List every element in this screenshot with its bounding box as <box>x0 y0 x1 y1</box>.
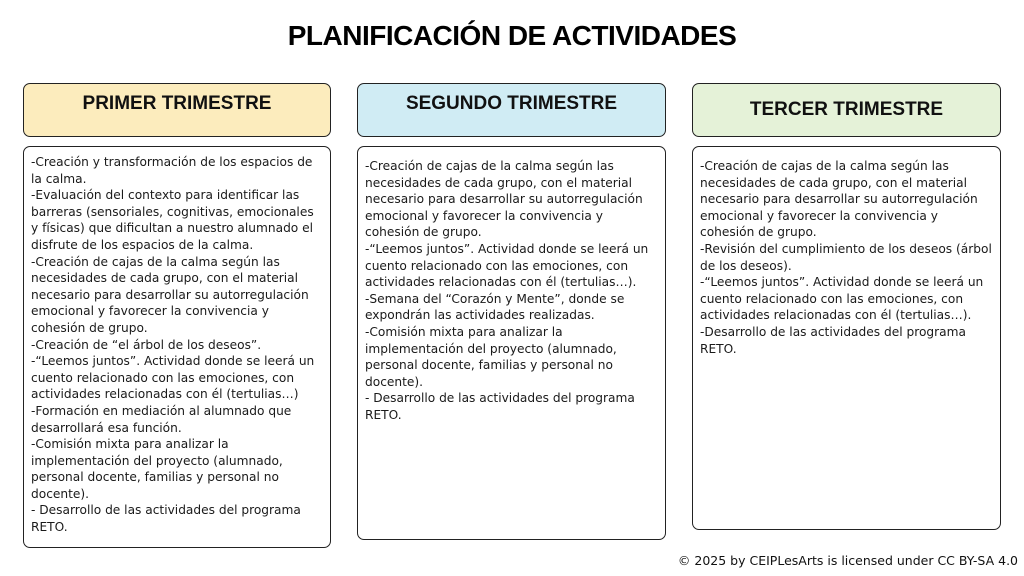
activities-text: -Creación y transformación de los espacios de la calma. -Evaluación del contexto para identificar las barreras (sensoriales, cognitivas, emocionales y físicas) que dificultan a nuestro alumnado el disfrute de los espacios de la calma. -Creación de cajas de la calma según las necesidades de cada grupo, con el material necesario para desarrollar su autorregulación emocional y favorecer la convivencia y cohesión de grupo. -Creación de “el árbol de los deseos”. -“Leemos juntos”. Actividad donde se leerá un cuento relacionado con las emociones, con actividades relacionadas con él (tertulias…) -Formación en mediación al alumnado que desarrollará esa función. -Comisión mixta para analizar la implementación del proyecto (alumnado, personal docente, familias y personal no docente). - Desarrollo de las actividades del programa RETO. <box>31 155 315 535</box>
column-heading-primer-trimestre: PRIMER TRIMESTRE <box>23 83 331 137</box>
activities-text: -Creación de cajas de la calma según las necesidades de cada grupo, con el material necesario para desarrollar su autorregulación emocional y favorecer la convivencia y cohesión de grupo. -Revisión del cumplimiento de los deseos (árbol de los deseos). -“Leemos juntos”. Actividad donde se leerá un cuento relacionado con las emociones, con actividades relacionadas con él (tertulias…). -Desarrollo de las actividades del programa RETO. <box>700 159 992 356</box>
activities-box-tercer-trimestre <box>692 146 1001 530</box>
column-heading-segundo-trimestre: SEGUNDO TRIMESTRE <box>357 83 666 137</box>
activities-box-segundo-trimestre <box>357 146 666 540</box>
page-title: PLANIFICACIÓN DE ACTIVIDADES <box>287 20 737 51</box>
license-footer: © 2025 by CEIPLesArts is licensed under CC BY-SA 4.0 <box>677 553 1018 568</box>
column-heading-tercer-trimestre: TERCER TRIMESTRE <box>692 83 1001 137</box>
activities-box-primer-trimestre <box>23 146 331 548</box>
activities-text: -Creación de cajas de la calma según las necesidades de cada grupo, con el material necesario para desarrollar su autorregulación emocional y favorecer la convivencia y cohesión de grupo. -“Leemos juntos”. Actividad donde se leerá un cuento relacionado con las emociones, con actividades relacionadas con él (tertulias…). -Semana del “Corazón y Mente”, donde se expondrán las actividades realizadas. -Comisión mixta para analizar la implementación del proyecto (alumnado, personal docente, familias y personal no docente). - Desarrollo de las actividades del programa RETO. <box>365 159 649 422</box>
